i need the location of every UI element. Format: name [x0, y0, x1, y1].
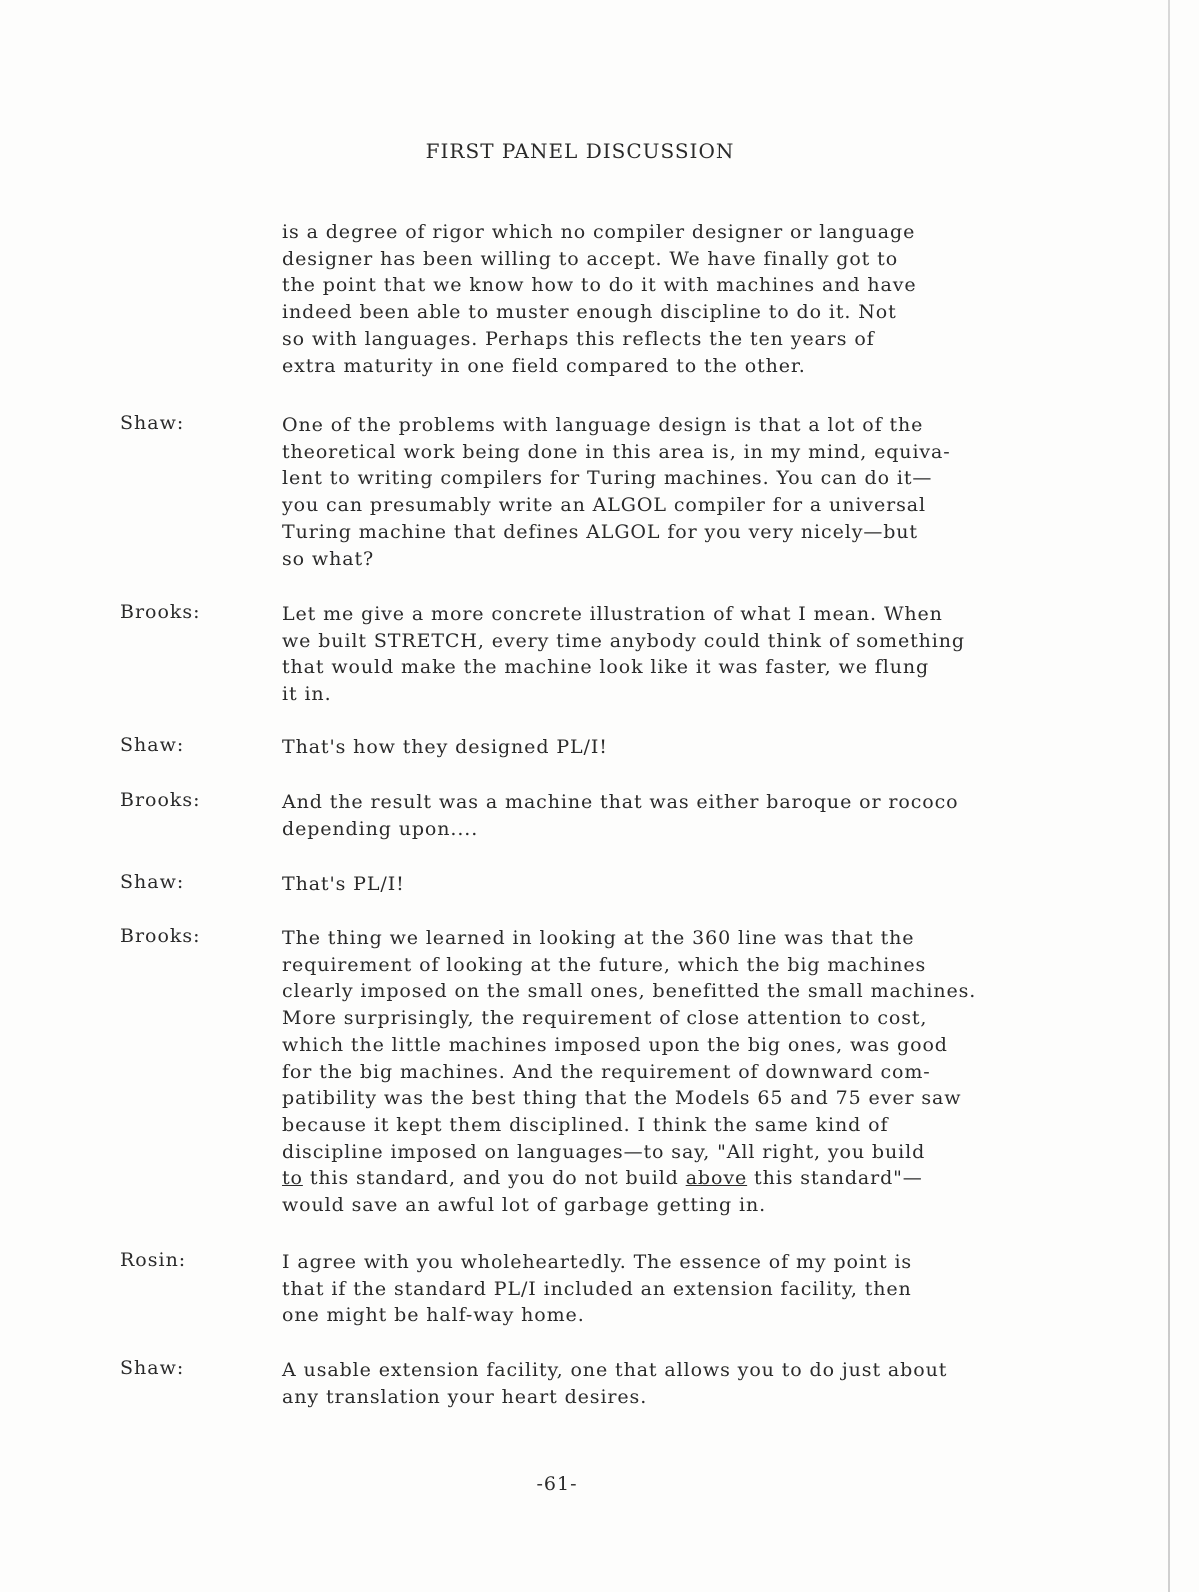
speaker-label: Brooks: — [120, 925, 201, 947]
text-line: so what? — [282, 547, 375, 570]
speaker-label: Shaw: — [120, 734, 185, 756]
text-line: discipline imposed on languages—to say, "All right, you build — [282, 1140, 926, 1163]
text-line: And the result was a machine that was either baroque or rococo — [282, 791, 959, 813]
page-number: -61- — [536, 1473, 578, 1495]
text-line: which the little machines imposed upon the big ones, was good — [282, 1033, 948, 1056]
speech-text — [282, 734, 1122, 761]
text-line: because it kept them disciplined. I think the same kind of — [282, 1113, 889, 1136]
page-edge-shadow — [1168, 0, 1170, 1592]
text-line: Turing machine that defines ALGOL for you very nicely—but — [282, 520, 918, 543]
text-line: A usable extension facility, one that allows you to do just about — [282, 1359, 948, 1381]
text-line: clearly imposed on the small ones, benefitted the small machines. — [282, 980, 977, 1003]
text-line: I agree with you wholeheartedly. The essence of my point is — [282, 1251, 913, 1273]
text-line: The thing we learned in looking at the 360 line was that the — [282, 927, 915, 949]
speech-text — [282, 412, 1122, 572]
speaker-label: Rosin: — [120, 1249, 187, 1271]
speech-text — [282, 1357, 1122, 1410]
speech-text — [282, 789, 1122, 842]
text-line: you can presumably write an ALGOL compiler for a universal — [282, 494, 926, 517]
speech-text — [282, 871, 1122, 898]
text-line: the point that we know how to do it with machines and have — [282, 274, 917, 297]
text-line: so with languages. Perhaps this reflects the ten years of — [282, 327, 875, 350]
text-line: would save an awful lot of garbage getting in. — [282, 1194, 767, 1217]
text-line: depending upon.... — [282, 817, 479, 840]
speaker-label: Brooks: — [120, 601, 201, 623]
text-line: any translation your heart desires. — [282, 1385, 648, 1408]
text-line: for the big machines. And the requirement of downward com- — [282, 1060, 931, 1083]
speech-text — [282, 1249, 1122, 1329]
text-line: that if the standard PL/I included an extension facility, then — [282, 1277, 912, 1300]
text-line: extra maturity in one field compared to the other. — [282, 354, 806, 377]
text-line: That's PL/I! — [282, 873, 405, 895]
speech-text — [282, 925, 1122, 1219]
paragraph-text — [282, 219, 1122, 379]
underlined-word: to — [282, 1167, 303, 1190]
speaker-label: Shaw: — [120, 412, 185, 434]
text-line: we built STRETCH, every time anybody could think of something — [282, 629, 965, 652]
text-line: it in. — [282, 683, 332, 706]
text-line: That's how they designed PL/I! — [282, 736, 608, 758]
text-line: More surprisingly, the requirement of close attention to cost, — [282, 1007, 928, 1030]
text-line: Let me give a more concrete illustration of what I mean. When — [282, 603, 943, 625]
speaker-label: Shaw: — [120, 1357, 185, 1379]
text-line: indeed been able to muster enough discipline to do it. Not — [282, 301, 897, 324]
text-line: lent to writing compilers for Turing machines. You can do it— — [282, 467, 933, 490]
text-line-underlined — [282, 1165, 1122, 1192]
text-line: is a degree of rigor which no compiler designer or language — [282, 221, 916, 243]
page-title: FIRST PANEL DISCUSSION — [425, 139, 735, 163]
text-line: patibility was the best thing that the Models 65 and 75 ever saw — [282, 1087, 962, 1110]
text-segment: this standard"— — [747, 1167, 923, 1190]
text-line: requirement of looking at the future, which the big machines — [282, 953, 927, 976]
text-line: designer has been willing to accept. We have finally got to — [282, 247, 899, 270]
text-line: theoretical work being done in this area is, in my mind, equiva- — [282, 440, 951, 463]
speaker-label: Brooks: — [120, 789, 201, 811]
text-line: one might be half-way home. — [282, 1304, 585, 1327]
text-segment: this standard, and you do not build — [302, 1167, 686, 1190]
underlined-word: above — [685, 1167, 748, 1190]
speaker-label: Shaw: — [120, 871, 185, 893]
speech-text — [282, 601, 1122, 708]
text-line: One of the problems with language design is that a lot of the — [282, 414, 924, 436]
text-line: that would make the machine look like it was faster, we flung — [282, 656, 930, 679]
